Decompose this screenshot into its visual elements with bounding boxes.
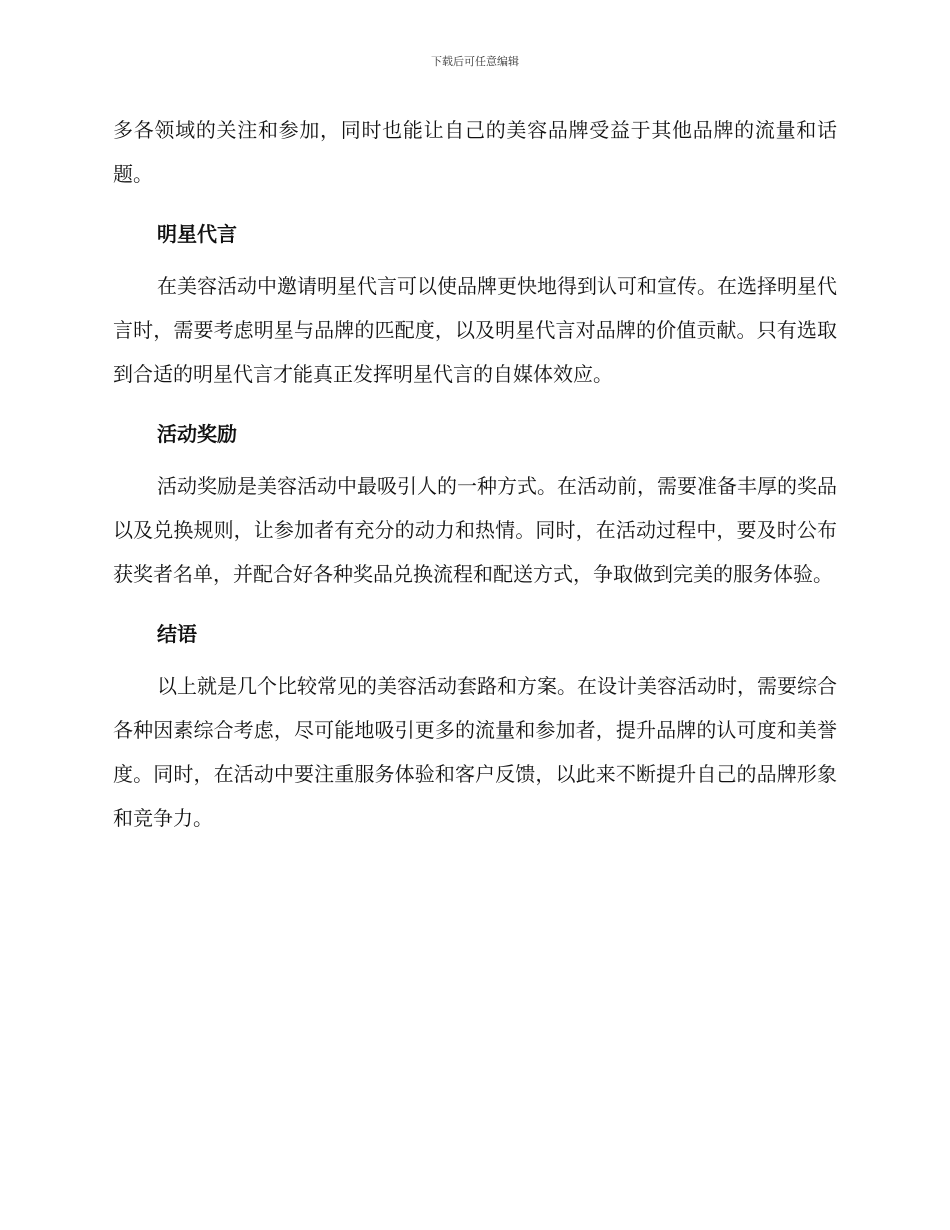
page-header: 下载后可任意编辑 [431,55,519,68]
document-body [113,108,837,840]
conclusion-heading: 结语 [157,622,197,646]
celebrity-paragraph: 在美容活动中邀请明星代言可以使品牌更快地得到认可和宣传。在选择明星代言时，需要考虑明星与品牌的匹配度，以及明星代言对品牌的价值贡献。只有选取到合适的明星代言才能真正发挥明星代言的自媒体效应。 [113,274,837,386]
rewards-heading: 活动奖励 [157,422,237,446]
conclusion-paragraph: 以上就是几个比较常见的美容活动套路和方案。在设计美容活动时，需要综合各种因素综合考虑，尽可能地吸引更多的流量和参加者，提升品牌的认可度和美誉度。同时，在活动中要注重服务体验和客户反馈，以此来不断提升自己的品牌形象和竞争力。 [113,674,837,830]
section-gap [113,596,837,604]
celebrity-heading: 明星代言 [157,222,237,246]
intro-tail-paragraph: 多各领域的关注和参加，同时也能让自己的美容品牌受益于其他品牌的流量和话题。 [113,118,837,186]
rewards-paragraph: 活动奖励是美容活动中最吸引人的一种方式。在活动前，需要准备丰厚的奖品以及兑换规则，让参加者有充分的动力和热情。同时，在活动过程中，要及时公布获奖者名单，并配合好各种奖品兑换流程和配送方式，争取做到完美的服务体验。 [113,474,837,586]
section-gap [113,196,837,204]
section-gap [113,396,837,404]
